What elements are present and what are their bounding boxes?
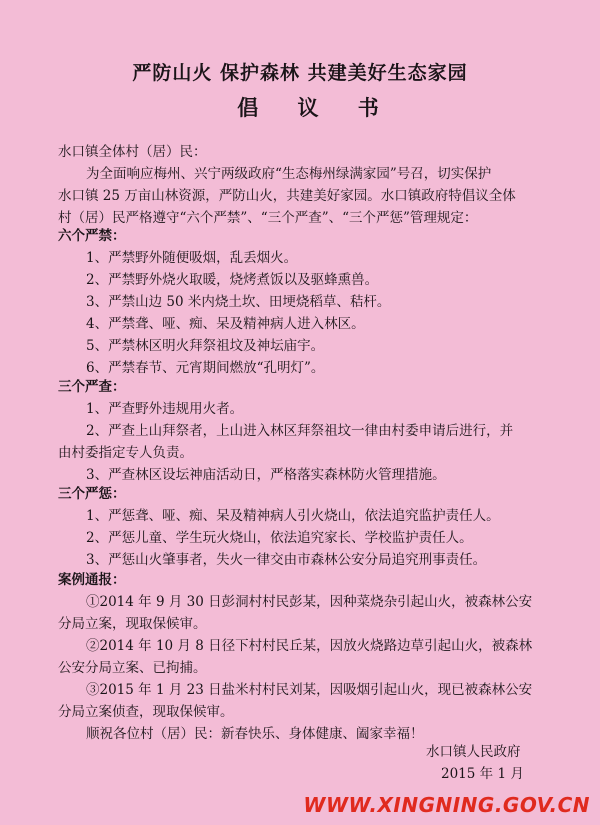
intro-line: 为全面响应梅州、兴宁两级政府“生态梅州绿满家园”号召，切实保护 [86, 166, 492, 182]
section-heading: 三个严查： [58, 379, 126, 395]
list-item: 1、严禁野外随便吸烟，乱丢烟火。 [86, 250, 298, 266]
document-title: 严防山火 保护森林 共建美好生态家园 [132, 62, 468, 84]
list-item: 6、严禁春节、元宵期间燃放“孔明灯”。 [86, 360, 325, 376]
section-heading: 三个严惩： [58, 486, 126, 502]
list-item: 3、严禁山边 50 米内烧土坎、田埂烧稻草、秸杆。 [86, 294, 391, 310]
section-heading: 六个严禁： [58, 228, 126, 244]
document-subtitle: 倡 议 书 [237, 95, 395, 120]
case-item: ①2014 年 9 月 30 日彭洞村村民彭某，因种菜烧杂引起山火，被森林公安 [86, 594, 533, 610]
list-item: 1、严查野外违规用火者。 [86, 401, 244, 417]
list-item: 3、严查林区设坛神庙活动日，严格落实森林防火管理措施。 [86, 467, 446, 483]
list-item: 5、严禁林区明火拜祭祖坟及神坛庙宇。 [86, 338, 325, 354]
list-item: 2、严查上山拜祭者，上山进入林区拜祭祖坟一律由村委申请后进行，并 [86, 423, 514, 439]
case-item: 分局立案侦查，现取保候审。 [58, 704, 234, 720]
date: 2015 年 1 月 [441, 766, 524, 782]
list-item: 3、严惩山火肇事者，失火一律交由市森林公安分局追究刑事责任。 [86, 552, 487, 568]
salutation: 水口镇全体村（居）民： [58, 144, 207, 160]
intro-line: 水口镇 25 万亩山林资源，严防山火，共建美好家园。水口镇政府特倡议全体 [58, 188, 516, 204]
closing-line: 顺祝各位村（居）民：新春快乐、身体健康、阖家幸福！ [86, 726, 424, 742]
list-item: 2、严禁野外烧火取暖，烧烤煮饭以及驱蜂熏兽。 [86, 272, 379, 288]
signature: 水口镇人民政府 [426, 744, 521, 760]
intro-line: 村（居）民严格遵守“六个严禁”、“三个严查”、“三个严惩”管理规定： [58, 210, 478, 226]
list-item: 由村委指定专人负责。 [58, 445, 193, 461]
list-item: 1、严惩聋、哑、痴、呆及精神病人引火烧山，依法追究监护责任人。 [86, 508, 500, 524]
case-item: 公安分局立案、已拘捕。 [58, 660, 207, 676]
case-item: 分局立案，现取保候审。 [58, 616, 207, 632]
website-watermark: WWW.XINGNING.GOV.CN [303, 793, 590, 817]
list-item: 2、严惩儿童、学生玩火烧山，依法追究家长、学校监护责任人。 [86, 530, 473, 546]
case-item: ②2014 年 10 月 8 日径下村村民丘某，因放火烧路边草引起山火，被森林 [86, 638, 533, 654]
list-item: 4、严禁聋、哑、痴、呆及精神病人进入林区。 [86, 316, 365, 332]
section-heading: 案例通报： [58, 572, 126, 588]
case-item: ③2015 年 1 月 23 日盐米村村民刘某，因吸烟引起山火，现已被森林公安 [86, 682, 533, 698]
